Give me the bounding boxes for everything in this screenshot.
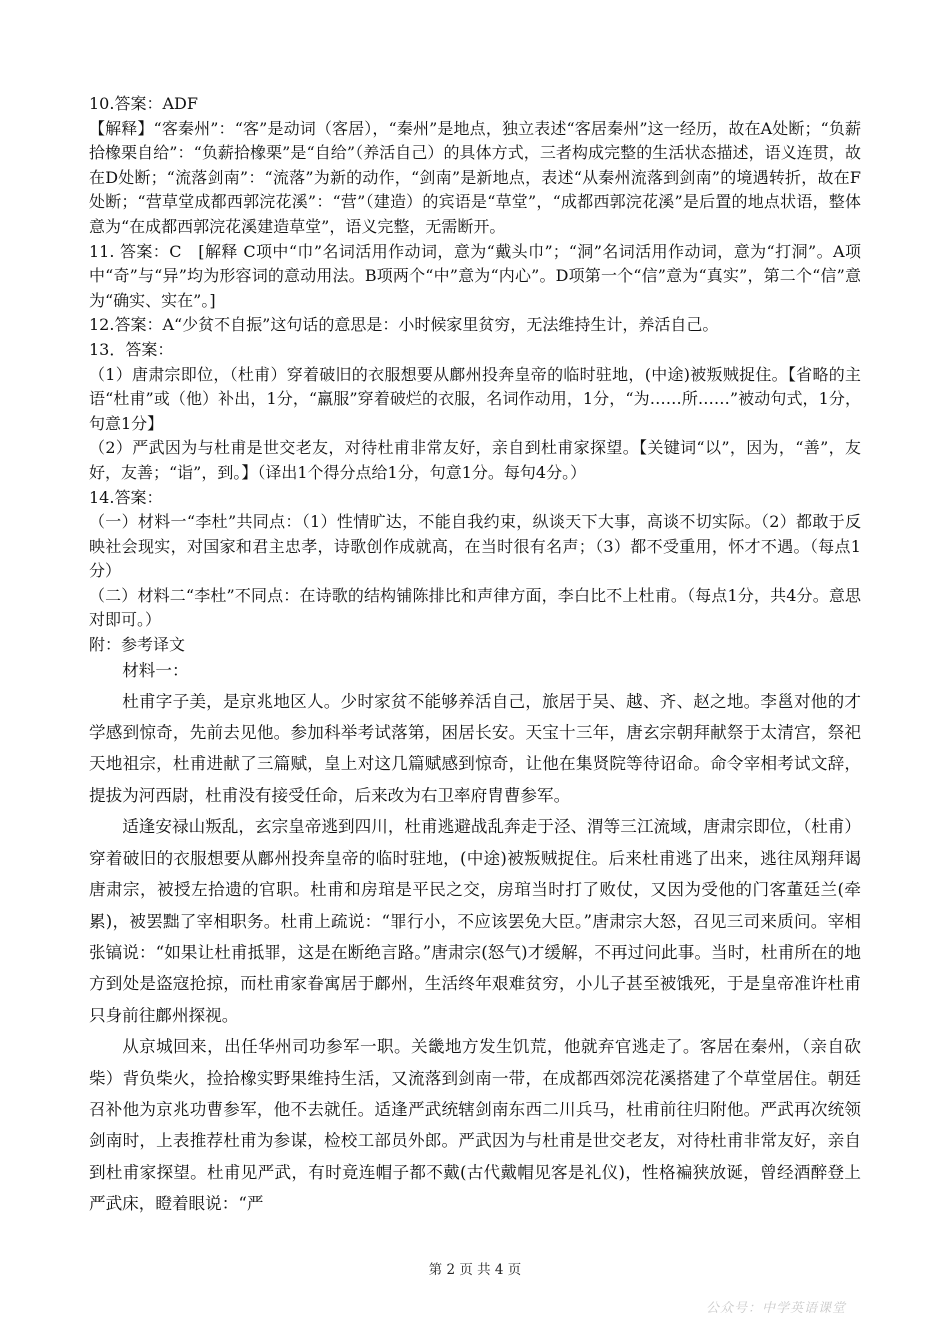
page-content <box>89 92 861 1220</box>
translation-paragraph-1: 杜甫字子美，是京兆地区人。少时家贫不能够养活自己，旅居于吴、越、齐、赵之地。李邕对他的才学感到惊奇，先前去见他。参加科举考试落第，困居长安。天宝十三年，唐玄宗朝拜献祭于太清宫，祭祀天地祖宗，杜甫进献了三篇赋，皇上对这几篇赋感到惊奇，让他在集贤院等待诏命。命令宰相考试文辞，提拔为河西尉，杜甫没有接受任命，后来改为右卫率府胄曹参军。 <box>89 691 861 805</box>
answer-13-part-2: （2）严武因为与杜甫是世交老友，对待杜甫非常友好，亲自到杜甫家探望。【关键词“以”，因为，“善”，友好，友善；“诣”，到。】（译出1个得分点给1分，句意1分。每句4分。） <box>89 438 861 482</box>
watermark: 公众号：中学英语课堂 <box>706 1301 847 1316</box>
answer-12: 12.答案：A“少贫不自振”这句话的意思是：小时候家里贫穷，无法维持生计，养活自己。 <box>89 315 719 335</box>
answer-13-part-1: （1）唐肃宗即位，（杜甫）穿着破旧的衣服想要从鄜州投奔皇帝的临时驻地，(中途)被叛贼捉住。【省略的主语“杜甫”或（他）补出，1分，“羸服”穿着破烂的衣服，名词作动用，1分，“为……所……”被动句式，1分，句意1分】 <box>89 364 861 433</box>
translation-paragraph-2: 适逢安禄山叛乱，玄宗皇帝逃到四川，杜甫逃避战乱奔走于泾、渭等三江流域，唐肃宗即位，（杜甫）穿着破旧的衣服想要从鄜州投奔皇帝的临时驻地，(中途)被叛贼捉住。后来杜甫逃了出来，逃往凤翔拜谒唐肃宗，被授左拾遗的官职。杜甫和房琯是平民之交，房琯当时打了败仗，又因为受他的门客董廷兰(牵累)，被罢黜了宰相职务。杜甫上疏说：“罪行小，不应该罢免大臣。”唐肃宗大怒，召见三司来质问。宰相张镐说：“如果让杜甫抵罪，这是在断绝言路。”唐肃宗(怒气)才缓解，不再过问此事。当时，杜甫所在的地方到处是盗寇抢掠，而杜甫家眷寓居于鄜州，生活终年艰难贫穷，小儿子甚至被饿死，于是皇帝准许杜甫只身前往鄜州探视。 <box>89 817 861 1025</box>
answer-14-part-1: （一）材料一“李杜”共同点：（1）性情旷达，不能自我约束，纵谈天下大事，高谈不切实际。（2）都敢于反映社会现实，对国家和君主忠孝，诗歌创作成就高，在当时很有名声；（3）都不受重用，怀才不遇。（每点1分） <box>89 512 861 581</box>
material-title: 材料一： <box>122 660 189 680</box>
page-footer: 第 2 页 共 4 页 <box>428 1262 522 1278</box>
answer-13-heading: 13．答案： <box>89 339 174 359</box>
answer-10-explanation: 【解释】“客秦州”：“客”是动词（客居），“秦州”是地点，独立表述“客居秦州”这一经历，故在A处断；“负薪拾橡栗自给”：“负薪拾橡栗”是“自给”（养活自己）的具体方式，三者构成完整的生活状态描述，语义连贯，故在D处断；“流落剑南”：“流落”为新的动作，“剑南”是新地点，表述“从秦州流落到剑南”的境遇转折，故在F处断；“营草堂成都西郭浣花溪”：“营”（建造）的宾语是“草堂”，“成都西郭浣花溪”是后置的地点状语，整体意为“在成都西郭浣花溪建造草堂”，语义完整，无需断开。 <box>89 118 861 236</box>
answer-10: 10.答案：ADF <box>89 94 198 113</box>
answer-14-heading: 14.答案： <box>89 487 163 507</box>
answer-11: 11. 答案：C [解释 C项中“巾”名词活用作动词，意为“戴头巾”；“洞”名词活用作动词，意为“打洞”。A项中“奇”与“异”均为形容词的意动用法。B项两个“中”意为“内心”。D项第一个“信”意为“真实”，第二个“信”意为“确实、实在”。] <box>89 241 861 310</box>
reference-translation-heading: 附：参考译文 <box>89 635 186 655</box>
translation-paragraph-3: 从京城回来，出任华州司功参军一职。关畿地方发生饥荒，他就弃官逃走了。客居在秦州，（亲自砍柴）背负柴火，捡拾橡实野果维持生活，又流落到剑南一带，在成都西郊浣花溪搭建了个草堂居住。朝廷召补他为京兆功曹参军，他不去就任。适逢严武统辖剑南东西二川兵马，杜甫前往归附他。严武再次统领剑南时，上表推荐杜甫为参谋，检校工部员外郎。严武因为与杜甫是世交老友，对待杜甫非常友好，亲自到杜甫家探望。杜甫见严武，有时竟连帽子都不戴(古代戴帽见客是礼仪)，性格褊狭放诞，曾经酒醉登上严武床，瞪着眼说：“严 <box>89 1037 861 1214</box>
answer-14-part-2: （二）材料二“李杜”不同点：在诗歌的结构铺陈排比和声律方面，李白比不上杜甫。（每点1分，共4分。意思对即可。） <box>89 585 861 630</box>
